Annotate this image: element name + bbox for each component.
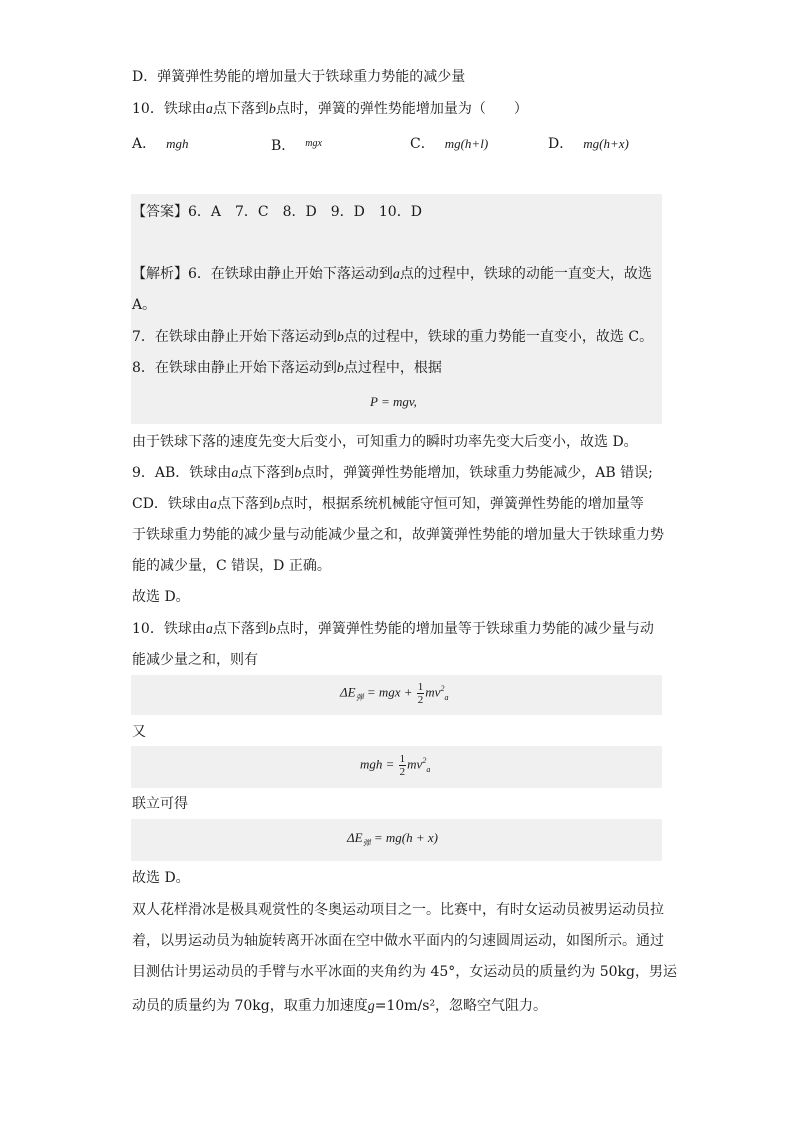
explanation-line: 于铁球重力势能的减少量与动能减少量之和，故弹簧弹性势能的增加量大于铁球重力势 <box>132 527 664 543</box>
explanation-10 <box>132 619 654 640</box>
text: 点时，根据系统机械能守恒可知，弹簧弹性势能的增加量等 <box>279 496 644 512</box>
var: b <box>336 330 344 345</box>
option-d-statement: D．弹簧弹性势能的增加量大于铁球重力势能的减少量 <box>132 69 466 85</box>
text: 10．铁球由 <box>132 101 206 117</box>
problem-paragraph <box>132 996 547 1017</box>
explanation-line: 故选 D。 <box>132 870 190 886</box>
numerator: 1 <box>417 681 424 693</box>
text: 动员的质量约为 70kg，取重力加速度 <box>132 998 368 1014</box>
numerator: 1 <box>399 753 406 765</box>
eq-text: mv <box>407 756 423 772</box>
option-c <box>410 134 488 154</box>
text: 10．铁球由 <box>132 621 206 637</box>
explanation-line: 能的减少量，C 错误，D 正确。 <box>132 558 331 574</box>
var: g <box>367 999 375 1014</box>
explanation-8 <box>132 358 442 379</box>
var: a <box>205 102 213 117</box>
var: a <box>209 497 217 512</box>
eq-text: ΔE <box>347 830 363 845</box>
var: b <box>272 497 280 512</box>
option-a <box>132 134 189 154</box>
text: 点的过程中，铁球的重力势能一直变小，故选 C。 <box>343 329 654 345</box>
text: 点下落到 <box>212 101 269 117</box>
var: a <box>205 622 213 637</box>
explanation-6 <box>132 264 652 285</box>
text: 9．AB．铁球由 <box>132 465 232 481</box>
explanation-line: A。 <box>132 297 157 313</box>
eq-sup: 2 <box>440 684 445 694</box>
energy-equation-1 <box>340 681 448 706</box>
text: 点时，弹簧弹性势能增加，铁球重力势能减少，AB 错误; <box>301 465 653 481</box>
text: 点下落到 <box>212 621 269 637</box>
text: 点下落到 <box>216 496 273 512</box>
eq-sub: a <box>426 765 431 775</box>
option-label: A． <box>132 136 157 152</box>
energy-equation-3 <box>347 830 438 849</box>
option-value: mg(h+x) <box>583 136 629 151</box>
option-label: B． <box>271 138 296 154</box>
text: =10m/s²，忽略空气阻力。 <box>374 998 548 1014</box>
option-label: C． <box>410 136 435 152</box>
explanation-9 <box>132 463 653 484</box>
text: 8．在铁球由静止开始下落运动到 <box>132 360 337 376</box>
explanation-line: 又 <box>132 724 146 740</box>
problem-paragraph: 目测估计男运动员的手臂与水平冰面的夹角约为 45°，女运动员的质量约为 50kg，男运 <box>132 964 677 980</box>
var: b <box>268 622 276 637</box>
text: 【解析】6．在铁球由静止开始下落运动到 <box>132 266 393 282</box>
power-equation: P = mgv, <box>370 394 417 409</box>
explanation-7 <box>132 327 653 348</box>
var: b <box>336 361 344 376</box>
solution-shade <box>131 194 662 424</box>
denominator: 2 <box>399 766 406 778</box>
explanation-line: 由于铁球下落的速度先变大后变小，可知重力的瞬时功率先变大后变小，故选 D。 <box>132 434 638 450</box>
explanation-line <box>132 494 644 515</box>
denominator: 2 <box>417 694 424 706</box>
var: b <box>294 466 302 481</box>
eq-text: ΔE <box>340 684 356 700</box>
problem-paragraph: 着，以男运动员为轴旋转离开冰面在空中做水平面内的匀速圆周运动，如图所示。通过 <box>132 933 664 949</box>
explanation-line: 联立可得 <box>132 796 188 812</box>
text: 点过程中，根据 <box>343 360 442 376</box>
option-value: mgh <box>166 136 189 151</box>
text: 点时，弹簧的弹性势能增加量为（ ） <box>275 101 528 117</box>
option-value: mgx <box>305 138 322 149</box>
option-label: D． <box>548 136 574 152</box>
fraction <box>399 753 407 778</box>
fraction <box>417 681 425 706</box>
eq-sub: 弹 <box>362 838 371 848</box>
text: 点下落到 <box>238 465 295 481</box>
option-value: mg(h+l) <box>444 136 489 151</box>
eq-text: mgh = <box>360 756 395 772</box>
text: 点时，弹簧弹性势能的增加量等于铁球重力势能的减少量与动 <box>275 621 654 637</box>
explanation-line: 能减少量之和，则有 <box>132 652 258 668</box>
eq-sub: a <box>444 693 449 703</box>
explanation-line: 故选 D。 <box>132 589 190 605</box>
var: a <box>392 267 400 282</box>
text: 7．在铁球由静止开始下落运动到 <box>132 329 337 345</box>
text: CD．铁球由 <box>132 496 210 512</box>
text: 点的过程中，铁球的动能一直变大，故选 <box>399 266 652 282</box>
eq-text: = mgx + <box>363 684 413 700</box>
eq-sup: 2 <box>422 756 427 766</box>
option-d <box>548 134 629 154</box>
eq-text: = mg(h + x) <box>370 830 438 845</box>
var: a <box>231 466 239 481</box>
problem-paragraph: 双人花样滑冰是极具观赏性的冬奥运动项目之一。比赛中，有时女运动员被男运动员拉 <box>132 902 664 918</box>
option-b <box>271 134 322 156</box>
var: b <box>268 102 276 117</box>
answer-line: 【答案】6．A 7．C 8．D 9．D 10．D <box>132 204 422 220</box>
energy-equation-2 <box>360 753 430 778</box>
eq-sub: 弹 <box>355 693 364 703</box>
eq-text: mv <box>425 684 441 700</box>
question-10 <box>132 99 528 120</box>
